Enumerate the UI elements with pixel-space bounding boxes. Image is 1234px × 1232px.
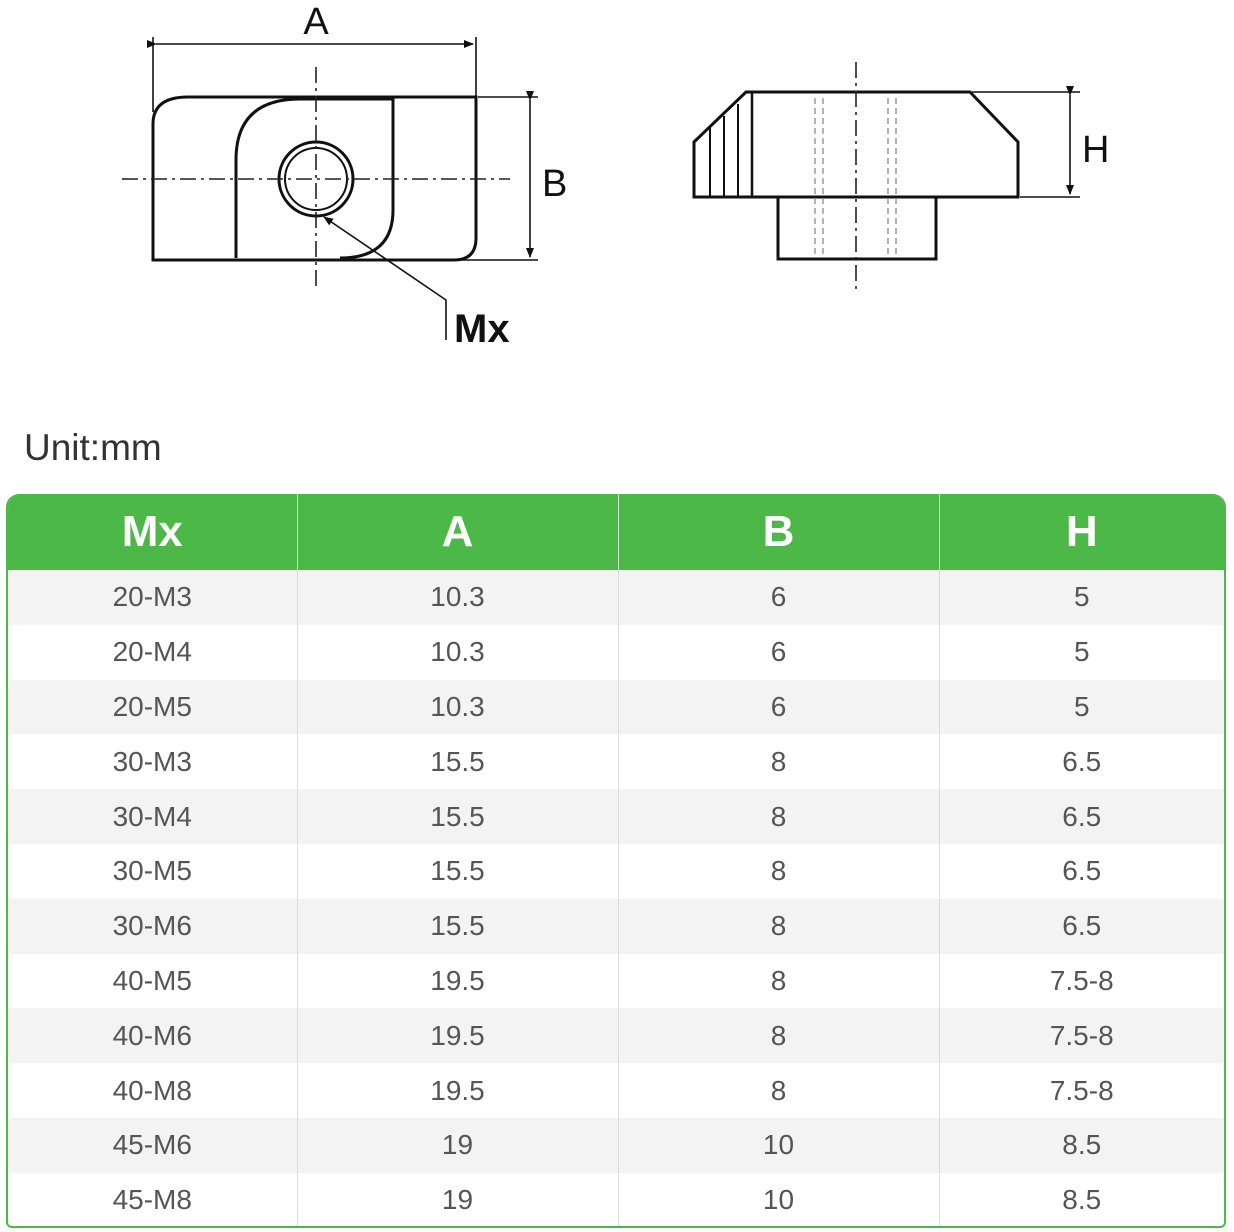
cell-mx: 30-M5 xyxy=(8,844,297,899)
cell-h: 7.5-8 xyxy=(939,1008,1224,1063)
cell-mx: 30-M6 xyxy=(8,899,297,954)
column-header-a: A xyxy=(297,494,618,570)
cell-a: 19.5 xyxy=(297,954,618,1009)
cell-mx: 40-M6 xyxy=(8,1008,297,1063)
cell-mx: 40-M8 xyxy=(8,1063,297,1118)
table-row xyxy=(8,1008,1224,1063)
unit-label: Unit:mm xyxy=(24,427,162,468)
cell-a: 19 xyxy=(297,1118,618,1173)
cell-h: 8.5 xyxy=(939,1118,1224,1173)
column-header-mx: Mx xyxy=(8,494,297,570)
cell-mx: 45-M8 xyxy=(8,1173,297,1228)
cell-b: 8 xyxy=(618,899,939,954)
cell-a: 15.5 xyxy=(297,899,618,954)
cell-mx: 30-M3 xyxy=(8,734,297,789)
side-view-boss xyxy=(778,197,936,259)
dimension-a-label: A xyxy=(303,1,329,43)
cell-a: 15.5 xyxy=(297,844,618,899)
cell-mx: 20-M5 xyxy=(8,680,297,735)
cell-a: 10.3 xyxy=(297,570,618,625)
t-nut-drawing xyxy=(0,0,1234,400)
table-row xyxy=(8,570,1224,625)
top-view xyxy=(122,1,567,351)
cell-h: 5 xyxy=(939,625,1224,680)
cell-b: 8 xyxy=(618,789,939,844)
cell-h: 5 xyxy=(939,570,1224,625)
table-row xyxy=(8,1118,1224,1173)
cell-mx: 45-M6 xyxy=(8,1118,297,1173)
cell-h: 7.5-8 xyxy=(939,954,1224,1009)
table-row xyxy=(8,954,1224,1009)
column-header-h: H xyxy=(939,494,1224,570)
cell-b: 6 xyxy=(618,680,939,735)
table-row xyxy=(8,789,1224,844)
cell-h: 6.5 xyxy=(939,789,1224,844)
table-row xyxy=(8,680,1224,735)
cell-a: 19 xyxy=(297,1173,618,1228)
table-row xyxy=(8,1063,1224,1118)
table-row xyxy=(8,625,1224,680)
cell-h: 6.5 xyxy=(939,844,1224,899)
table-row xyxy=(8,1173,1224,1228)
cell-a: 15.5 xyxy=(297,734,618,789)
cell-b: 8 xyxy=(618,734,939,789)
cell-a: 19.5 xyxy=(297,1008,618,1063)
cell-b: 10 xyxy=(618,1118,939,1173)
spec-table xyxy=(8,494,1224,1228)
side-view xyxy=(694,62,1109,292)
cell-h: 6.5 xyxy=(939,734,1224,789)
cell-b: 6 xyxy=(618,570,939,625)
cell-mx: 20-M3 xyxy=(8,570,297,625)
column-header-b: B xyxy=(618,494,939,570)
spec-table-container xyxy=(6,494,1226,1228)
cell-h: 6.5 xyxy=(939,899,1224,954)
cell-h: 8.5 xyxy=(939,1173,1224,1228)
table-row xyxy=(8,844,1224,899)
table-header-row xyxy=(8,494,1224,570)
table-row xyxy=(8,734,1224,789)
table-row xyxy=(8,899,1224,954)
cell-b: 8 xyxy=(618,1008,939,1063)
cell-h: 5 xyxy=(939,680,1224,735)
cell-b: 8 xyxy=(618,844,939,899)
cell-b: 8 xyxy=(618,1063,939,1118)
cell-mx: 40-M5 xyxy=(8,954,297,1009)
cell-a: 10.3 xyxy=(297,625,618,680)
cell-mx: 20-M4 xyxy=(8,625,297,680)
cell-b: 8 xyxy=(618,954,939,1009)
cell-mx: 30-M4 xyxy=(8,789,297,844)
cell-a: 15.5 xyxy=(297,789,618,844)
cell-b: 6 xyxy=(618,625,939,680)
cell-h: 7.5-8 xyxy=(939,1063,1224,1118)
dimension-mx-label: Mx xyxy=(454,307,510,351)
dimension-b-label: B xyxy=(542,163,568,205)
cell-a: 10.3 xyxy=(297,680,618,735)
dimension-h-label: H xyxy=(1082,129,1110,171)
cell-a: 19.5 xyxy=(297,1063,618,1118)
cell-b: 10 xyxy=(618,1173,939,1228)
